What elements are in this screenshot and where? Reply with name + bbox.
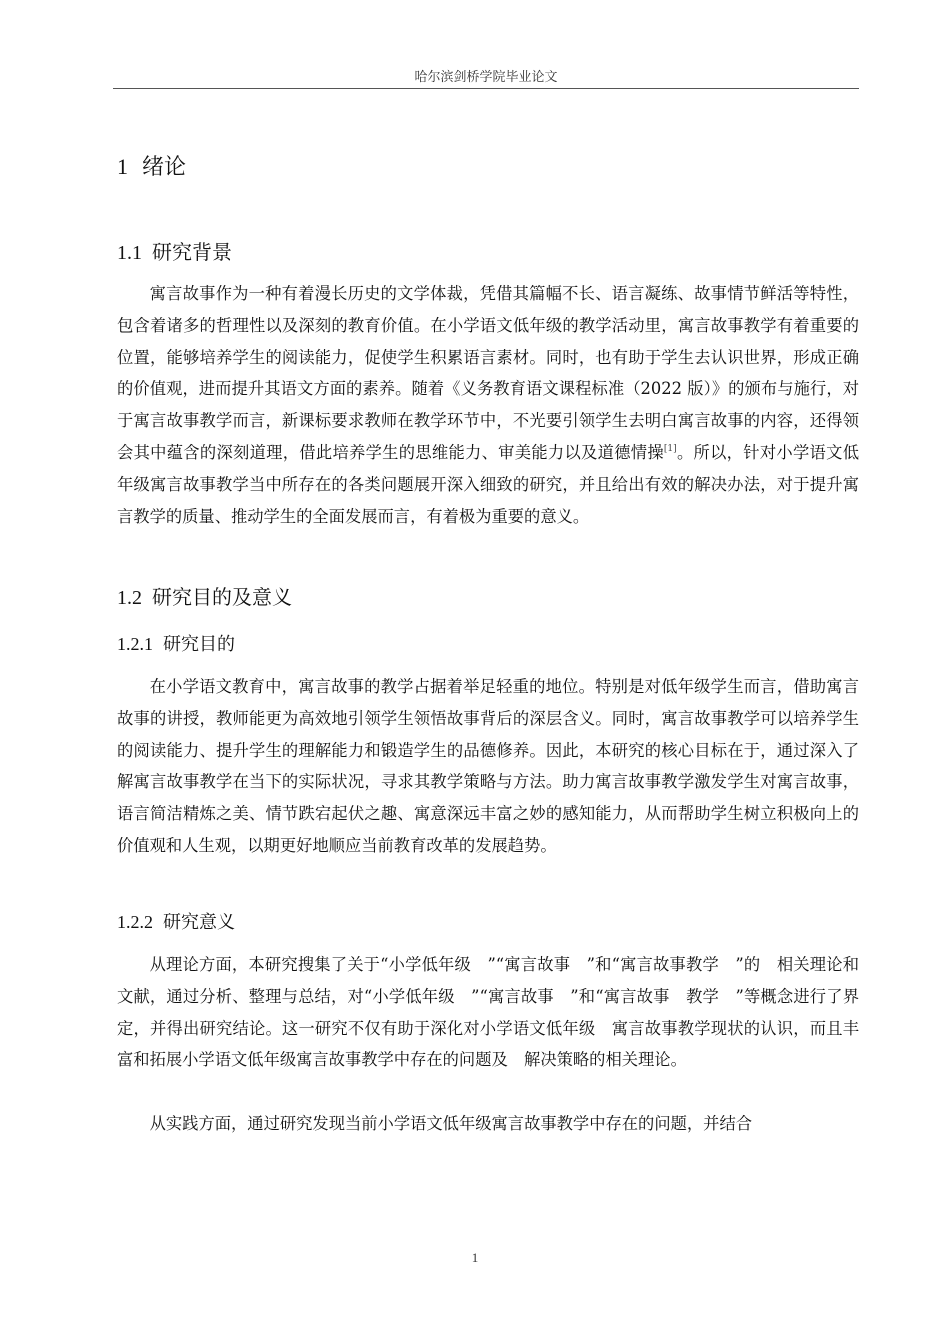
chapter-heading xyxy=(117,150,186,181)
subsection-heading-significance xyxy=(117,908,235,934)
subsection-number: 1.2.1 xyxy=(117,634,153,654)
subsection-heading-purpose xyxy=(117,630,235,656)
paragraph-text: 。所以，针对小学语文低年级寓言故事教学当中所存在的各类问题展开深入细致的研究，并且给出有效的解决办法，对于提升寓言教学的质量、推动学生的全面发展而言，有着极为重要的意义。 xyxy=(117,442,859,526)
section-number: 1.2 xyxy=(117,587,142,609)
page-number: 1 xyxy=(471,1250,479,1265)
subsection-number: 1.2.2 xyxy=(117,912,153,932)
chapter-title: 绪论 xyxy=(142,155,187,180)
section-heading-purpose-significance xyxy=(117,581,292,610)
paragraph-text: 寓言故事作为一种有着漫长历史的文学体裁，凭借其篇幅不长、语言凝练、故事情节鲜活等特性，包含着诸多的哲理性以及深刻的教育价值。在小学语文低年级的教学活动里，寓言故事教学有着重要的位置，能够培养学生的阅读能力，促使学生积累语言素材。同时，也有助于学生去认识世界，形成正确的价值观，进而提升其语文方面的素养。随着《义务教育语文课程标准（2022 版）》的颁布与施行，对于寓言故事教学而言，新课标要求教师在教学环节中，不光要引领学生去明白寓言故事的内容，还得领会其中蕴含的深刻道理，借此培养学生的思维能力、审美能力以及道德情操 xyxy=(117,284,859,462)
subsection-title: 研究目的 xyxy=(163,634,235,655)
paragraph-background xyxy=(117,278,859,532)
page-header: 哈尔滨剑桥学院毕业论文 xyxy=(414,70,558,85)
paragraph-purpose: 在小学语文教育中，寓言故事的教学占据着举足轻重的地位。特别是对低年级学生而言，借助寓言故事的讲授，教师能更为高效地引领学生领悟故事背后的深层含义。同时，寓言故事教学可以培养学生的阅读能力、提升学生的理解能力和锻造学生的品德修养。因此，本研究的核心目标在于，通过深入了解寓言故事教学在当下的实际状况，寻求其教学策略与方法。助力寓言故事教学激发学生对寓言故事，语言简洁精炼之美、情节跌宕起伏之趣、寓意深远丰富之妙的感知能力，从而帮助学生树立积极向上的价值观和人生观，以期更好地顺应当前教育改革的发展趋势。 xyxy=(117,677,859,855)
section-heading-background xyxy=(117,236,232,265)
subsection-title: 研究意义 xyxy=(163,912,235,933)
section-number: 1.1 xyxy=(117,242,142,264)
citation-ref[interactable]: [1] xyxy=(663,443,677,454)
paragraph-significance-theory: 从理论方面，本研究搜集了关于“小学低年级 ”“寓言故事 ”和“寓言故事教学 ”的 相关理论和文献，通过分析、整理与总结，对“小学低年级 ”“寓言故事 ”和“寓言故事 教学 ”等概念进行了界定，并得出研究结论。这一研究不仅有助于深化对小学语文低年级 寓言故事教学现状的认识，而且丰富和拓展小学语文低年级寓言故事教学中存在的问题及 解决策略的相关理论。 xyxy=(117,955,859,1070)
paragraph-significance-practice: 从实践方面，通过研究发现当前小学语文低年级寓言故事教学中存在的问题，并结合 xyxy=(149,1114,753,1133)
section-title: 研究目的及意义 xyxy=(152,585,292,609)
header-rule xyxy=(113,88,859,89)
chapter-number: 1 xyxy=(117,154,128,179)
section-title: 研究背景 xyxy=(152,240,232,264)
